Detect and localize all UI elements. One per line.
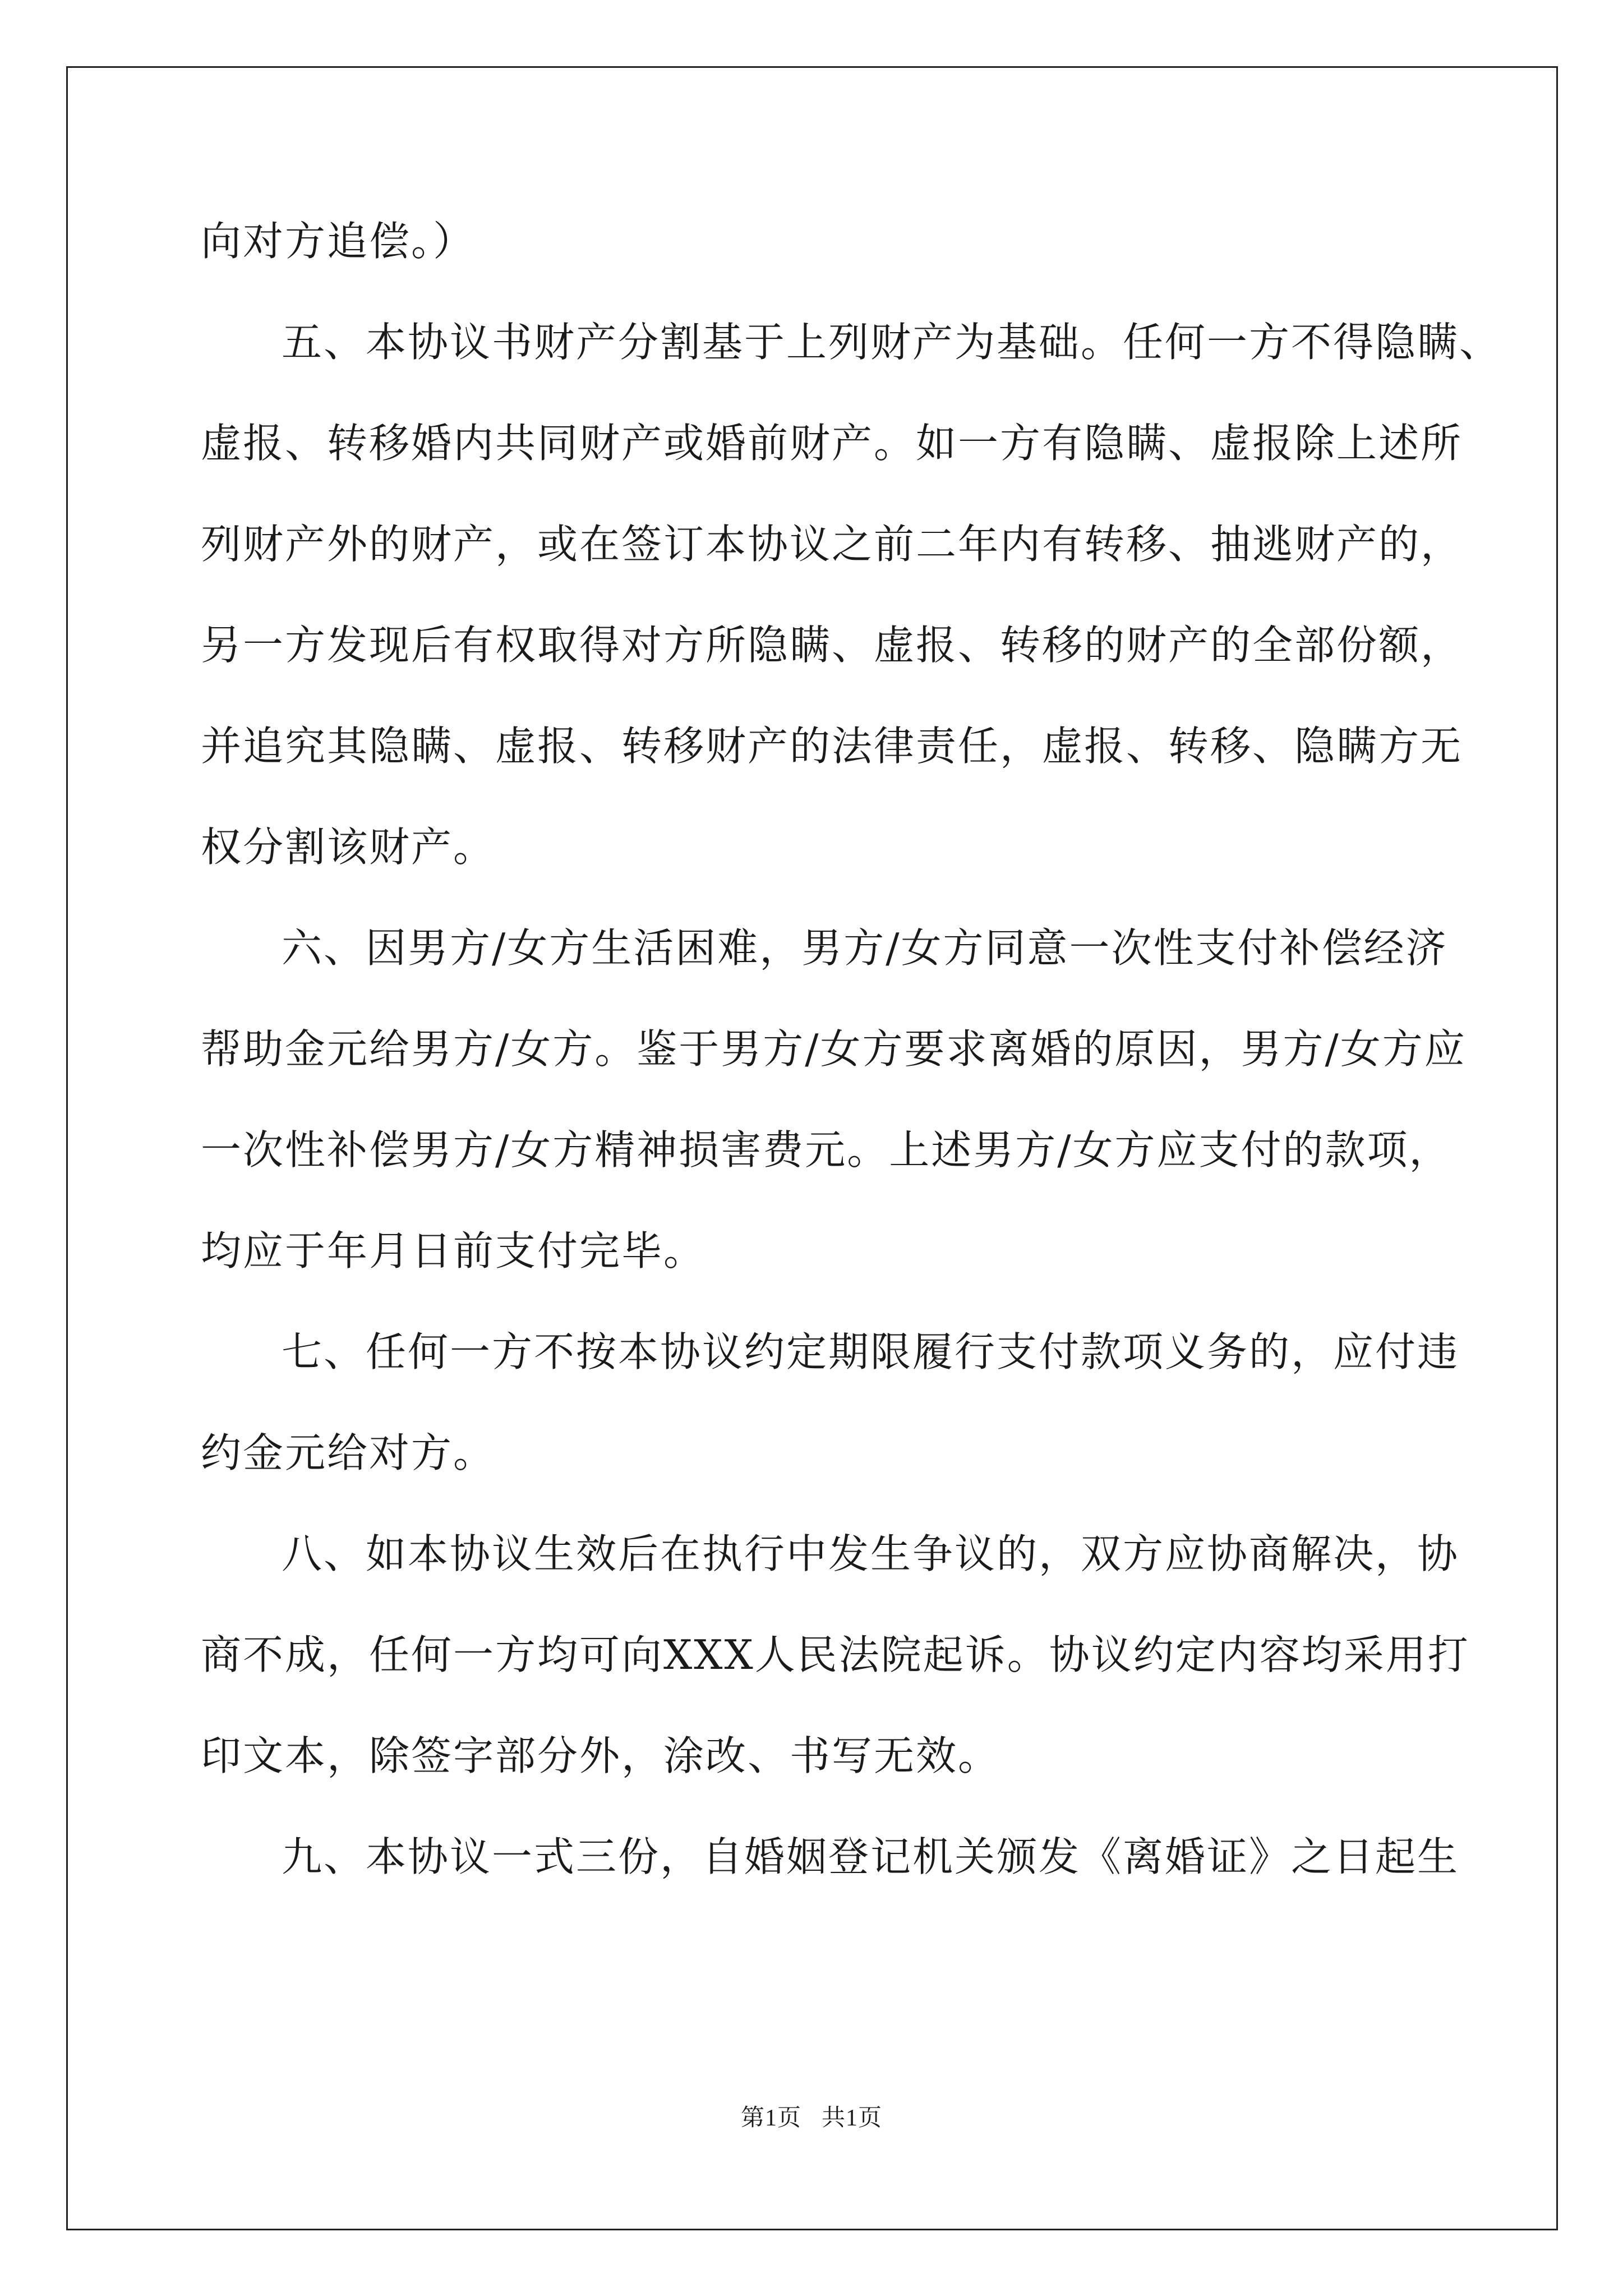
text-line: 八、如本协议生效后在执行中发生争议的，双方应协商解决，协: [282, 1530, 1460, 1577]
text-line: 一次性补偿男方/女方精神损害费元。上述男方/女方应支付的款项，: [201, 1126, 1451, 1174]
text-line: 权分割该财产。: [201, 823, 496, 871]
text-line: 六、因男方/女方生活困难，男方/女方同意一次性支付补偿经济: [282, 924, 1448, 972]
text-line: 商不成，任何一方均可向XXX人民法院起诉。协议约定内容均采用打: [201, 1631, 1470, 1678]
text-line: 七、任何一方不按本协议约定期限履行支付款项义务的，应付违: [282, 1328, 1460, 1375]
text-line: 五、本协议书财产分割基于上列财产为基础。任何一方不得隐瞒、: [282, 319, 1502, 366]
text-line: 均应于年月日前支付完毕。: [201, 1227, 706, 1274]
text-line: 帮助金元给男方/女方。鉴于男方/女方要求离婚的原因，男方/女方应: [201, 1025, 1467, 1073]
page-number: 第1页: [740, 2105, 801, 2131]
page-footer: [0, 2101, 1623, 2135]
text-line: 九、本协议一式三份，自婚姻登记机关颁发《离婚证》之日起生: [282, 1833, 1460, 1880]
text-line: 印文本，除签字部分外，涂改、书写无效。: [201, 1732, 1000, 1779]
page-total: 共1页: [822, 2105, 883, 2131]
text-line: 另一方发现后有权取得对方所隐瞒、虚报、转移的财产的全部份额，: [201, 622, 1463, 669]
text-line: 虚报、转移婚内共同财产或婚前财产。如一方有隐瞒、虚报除上述所: [201, 420, 1463, 467]
text-line: 约金元给对方。: [201, 1429, 496, 1476]
text-line: 向对方追偿。）: [201, 218, 476, 265]
text-line: 列财产外的财产，或在签订本协议之前二年内有转移、抽逃财产的，: [201, 521, 1463, 568]
text-line: 并追究其隐瞒、虚报、转移财产的法律责任，虚报、转移、隐瞒方无: [201, 723, 1463, 770]
